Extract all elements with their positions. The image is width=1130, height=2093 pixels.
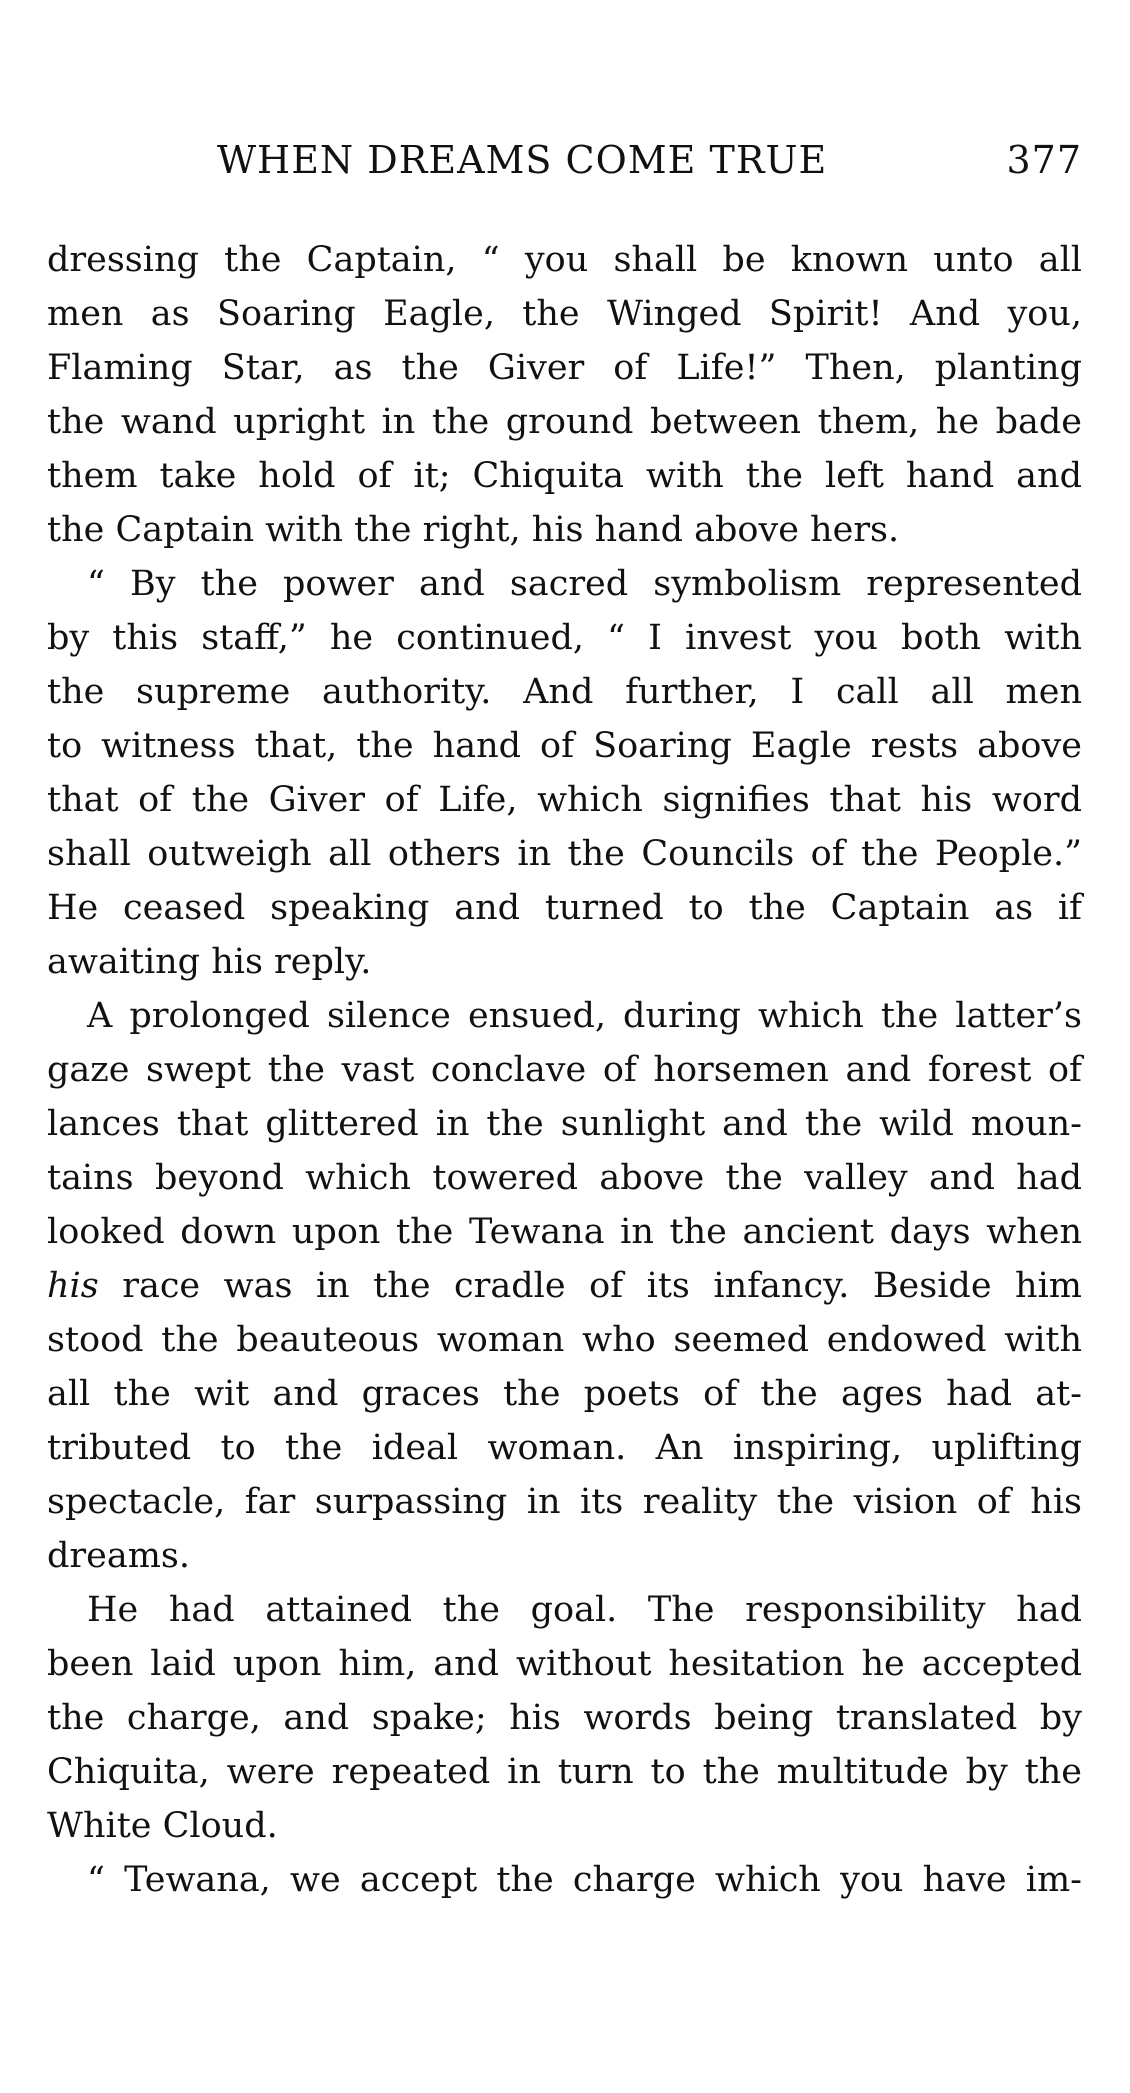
paragraph-first-line: He had attained the goal. The responsibility had [87, 1590, 1082, 1630]
text-line: the Captain with the right, his hand above hers. [47, 510, 900, 550]
text-line: spectacle, far surpassing in its reality the vision of his [47, 1482, 1082, 1522]
paragraph-first-line: A prolonged silence ensued, during which the latter’s [87, 996, 1082, 1036]
text-line: tains beyond which towered above the valley and had [47, 1158, 1082, 1198]
italic-word: his [47, 1266, 99, 1306]
text-line-remainder: race was in the cradle of its infancy. Beside him [122, 1266, 1082, 1306]
text-line: gaze swept the vast conclave of horsemen and forest of [47, 1050, 1082, 1090]
page-number: 377 [1006, 138, 1082, 182]
text-line: awaiting his reply. [47, 942, 372, 982]
text-line: been laid upon him, and without hesitation he accepted [47, 1644, 1082, 1684]
body-text [47, 233, 1082, 1907]
text-line: the supreme authority. And further, I call all men [47, 672, 1082, 712]
text-line: tributed to the ideal woman. An inspiring, uplifting [47, 1428, 1082, 1468]
text-line: shall outweigh all others in the Councils of the People.” [47, 834, 1082, 874]
text-line: dressing the Captain, “ you shall be known unto all [47, 240, 1082, 280]
text-line: by this staff,” he continued, “ I invest you both with [47, 618, 1082, 658]
text-line: stood the beauteous woman who seemed endowed with [47, 1320, 1082, 1360]
text-line: Flaming Star, as the Giver of Life!” Then, planting [47, 348, 1082, 388]
text-line: the charge, and spake; his words being translated by [47, 1698, 1082, 1738]
text-line: men as Soaring Eagle, the Winged Spirit! And you, [47, 294, 1082, 334]
text-line: He ceased speaking and turned to the Captain as if [47, 888, 1082, 928]
text-line: the wand upright in the ground between them, he bade [47, 402, 1082, 442]
text-line: them take hold of it; Chiquita with the left hand and [47, 456, 1082, 496]
paragraph-first-line: “ By the power and sacred symbolism represented [87, 564, 1082, 604]
text-line: to witness that, the hand of Soaring Eagle rests above [47, 726, 1082, 766]
running-header [47, 138, 1082, 188]
text-line: that of the Giver of Life, which signifies that his word [47, 780, 1082, 820]
text-line: Chiquita, were repeated in turn to the multitude by the [47, 1752, 1082, 1792]
text-line: White Cloud. [47, 1806, 278, 1846]
text-line: all the wit and graces the poets of the ages had at- [47, 1374, 1082, 1414]
text-line: dreams. [47, 1536, 190, 1576]
text-line: looked down upon the Tewana in the ancient days when [47, 1212, 1082, 1252]
text-line-with-italic [47, 1259, 1082, 1313]
text-line: lances that glittered in the sunlight and the wild moun- [47, 1104, 1082, 1144]
paragraph-first-line: “ Tewana, we accept the charge which you have im- [87, 1860, 1082, 1900]
running-title: WHEN DREAMS COME TRUE [217, 138, 828, 182]
